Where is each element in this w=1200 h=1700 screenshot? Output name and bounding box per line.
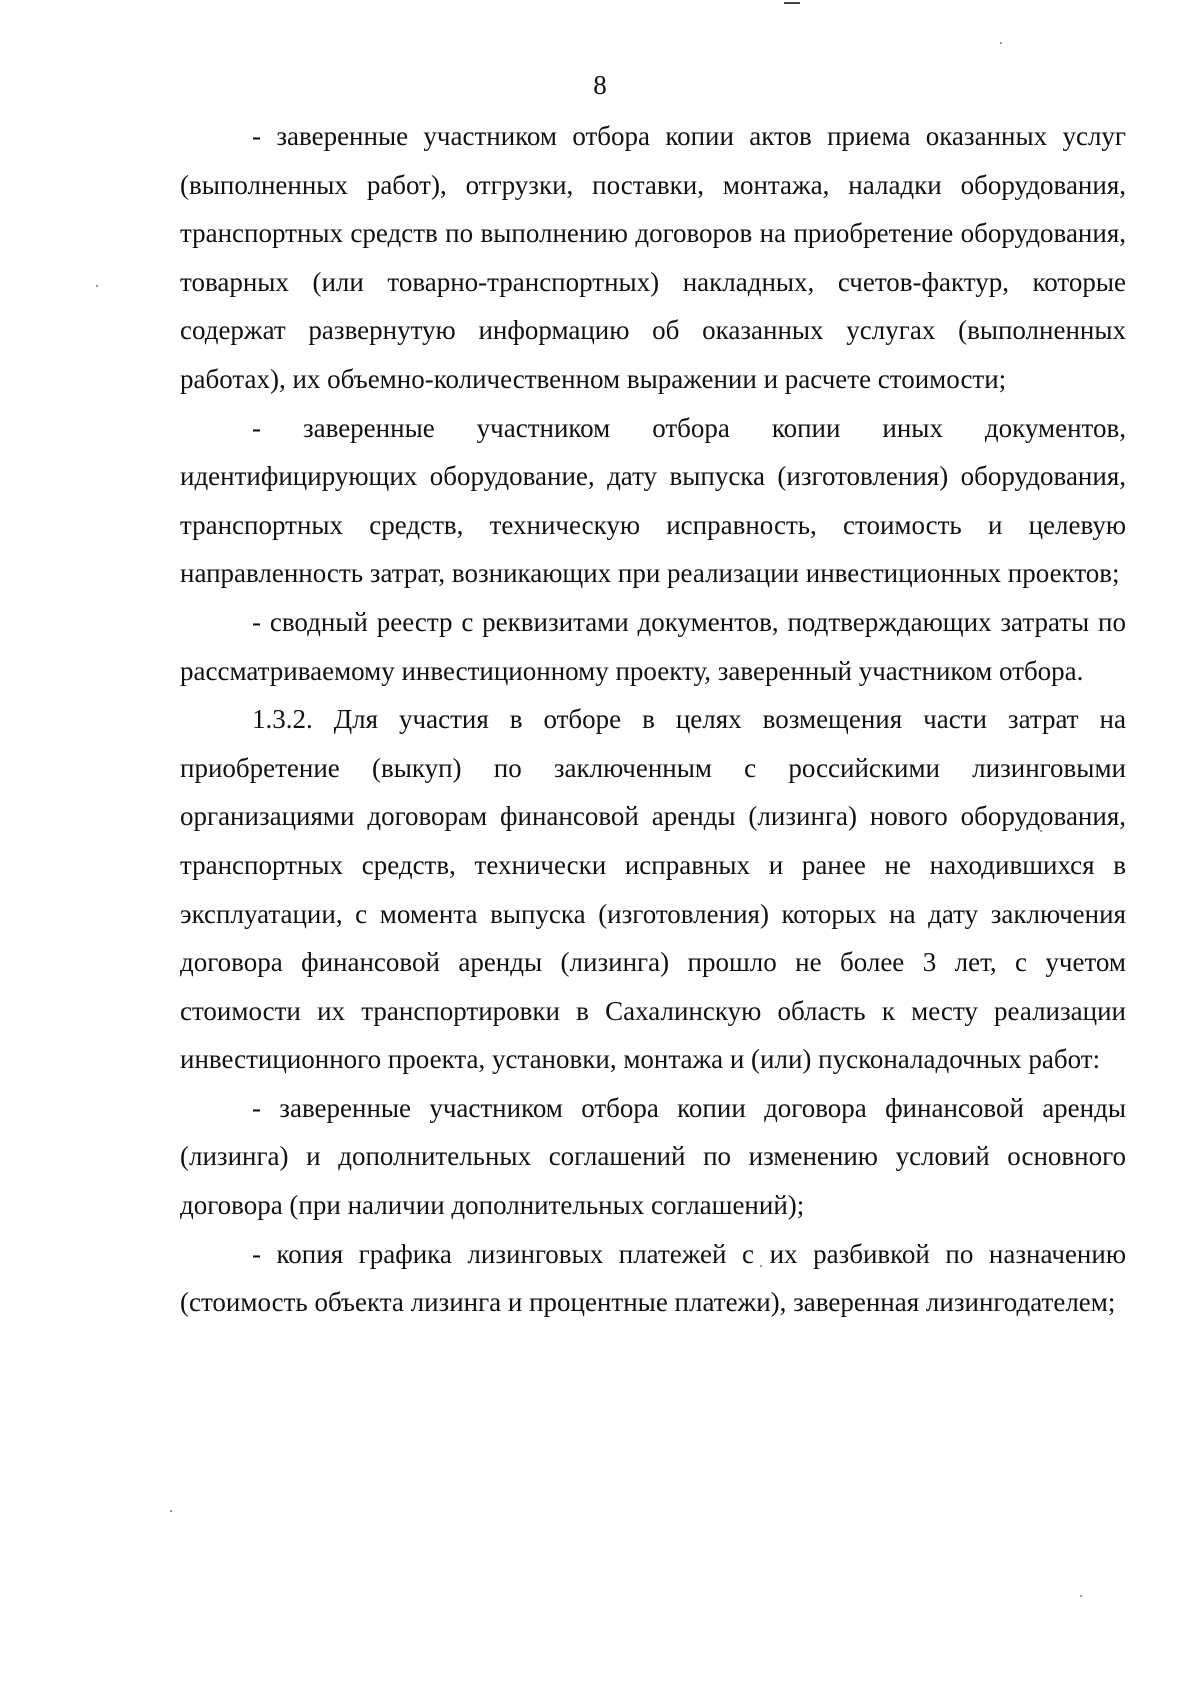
paragraph-leasing-contract-copies: - заверенные участником отбора копии договора финансовой аренды (лизинга) и дополнительных соглашений по изменению условий основного договора (при наличии дополнительных соглашений); xyxy=(180,1092,1126,1221)
paragraph-section-1-3-2: 1.3.2. Для участия в отборе в целях возмещения части затрат на приобретение (выкуп) по заключенным с российскими лизинговыми организациями договорам финансовой аренды (лизинга) нового оборудования, транспортных средств, технически исправных и ранее не находившихся в эксплуатации, с момента выпуска (изготовления) которых на дату заключения договора финансовой аренды (лизинга) прошло не более 3 лет, с учетом стоимости их транспортировки в Сахалинскую область к месту реализации инвестиционного проекта, установки, монтажа и (или) пусконаладочных работ: xyxy=(180,704,1126,1075)
paragraph-certified-acts: - заверенные участником отбора копии актов приема оказанных услуг (выполненных работ), отгрузки, поставки, монтажа, наладки оборудования, транспортных средств по выполнению договоров на приобретение оборудования, товарных (или товарно-транспортных) накладных, счетов-фактур, которые содержат развернутую информацию об оказанных услугах (выполненных работах), их объемно-количественном выражении и расчете стоимости; xyxy=(180,121,1126,394)
document-body xyxy=(180,112,1126,1327)
scan-speck xyxy=(96,285,98,287)
scan-speck xyxy=(1000,42,1002,44)
scan-mark xyxy=(784,2,800,4)
paragraph-summary-register: - сводный реестр с реквизитами документов, подтверждающих затраты по рассматриваемому инвестиционному проекту, заверенный участником отбора. xyxy=(180,606,1126,686)
paragraph-identifying-documents: - заверенные участником отбора копии иных документов, идентифицирующих оборудование, дату выпуска (изготовления) оборудования, транспортных средств, техническую исправность, стоимость и целевую направленность затрат, возникающих при реализации инвестиционных проектов; xyxy=(180,412,1126,589)
paragraph-leasing-payment-schedule: - копия графика лизинговых платежей с их разбивкой по назначению (стоимость объекта лизинга и процентные платежи), заверенная лизингодателем; xyxy=(180,1238,1126,1318)
scan-speck xyxy=(170,1510,172,1512)
scan-speck xyxy=(1080,1595,1082,1597)
page-number: 8 xyxy=(593,70,607,100)
